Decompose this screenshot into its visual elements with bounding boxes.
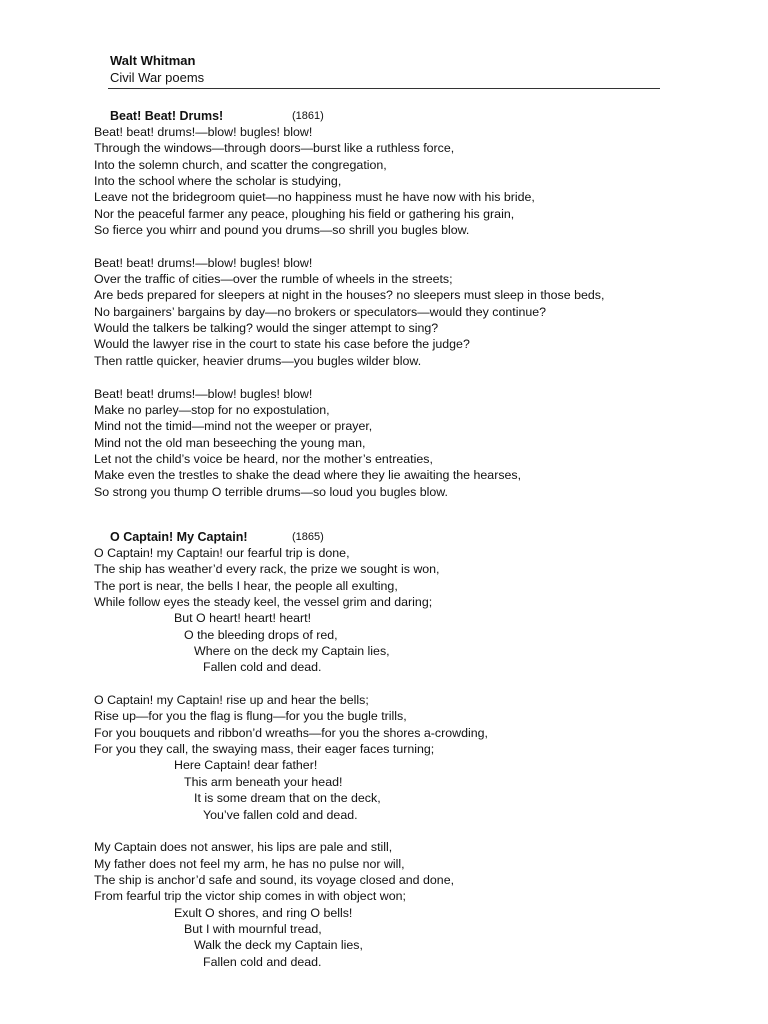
poem-line: Beat! beat! drums!—blow! bugles! blow! xyxy=(94,255,313,270)
poem-line: Then rattle quicker, heavier drums—you bugles wilder blow. xyxy=(94,353,422,368)
stanza-gap xyxy=(94,238,694,254)
stanza xyxy=(94,386,694,500)
document-header xyxy=(110,52,660,86)
stanza xyxy=(94,839,694,970)
stanza-gap xyxy=(94,369,694,385)
poem-line: Rise up—for you the flag is flung—for you the bugle trills, xyxy=(94,709,407,724)
poem-line: Walk the deck my Captain lies, xyxy=(194,938,363,953)
poem-line: O the bleeding drops of red, xyxy=(184,627,338,642)
poem-beat-beat-drums xyxy=(94,108,694,500)
poem-line: Where on the deck my Captain lies, xyxy=(194,644,390,659)
poem-line: Mind not the timid—mind not the weeper or prayer, xyxy=(94,419,373,434)
poem-line: While follow eyes the steady keel, the vessel grim and daring; xyxy=(94,595,433,610)
poem-line: This arm beneath your head! xyxy=(184,774,343,789)
poem-line: My Captain does not answer, his lips are pale and still, xyxy=(94,840,393,855)
poem-line: The ship is anchor’d safe and sound, its voyage closed and done, xyxy=(94,872,455,887)
poem-line: Here Captain! dear father! xyxy=(174,758,318,773)
poem-line: Are beds prepared for sleepers at night in the houses? no sleepers must sleep in those beds, xyxy=(94,288,605,303)
poem-line: Into the solemn church, and scatter the congregation, xyxy=(94,157,387,172)
stanza xyxy=(94,692,694,823)
author-name: Walt Whitman xyxy=(110,53,196,68)
poem-line: Through the windows—through doors—burst like a ruthless force, xyxy=(94,141,455,156)
stanza-gap xyxy=(94,823,694,839)
poem-line: Over the traffic of cities—over the rumble of wheels in the streets; xyxy=(94,272,453,287)
poem-line: But I with mournful tread, xyxy=(184,921,322,936)
poem-line: But O heart! heart! heart! xyxy=(174,611,312,626)
poem-line: Would the lawyer rise in the court to state his case before the judge? xyxy=(94,337,470,352)
poem-line: My father does not feel my arm, he has no pulse nor will, xyxy=(94,856,405,871)
poem-line: Fallen cold and dead. xyxy=(203,660,322,675)
poem-body xyxy=(94,545,694,970)
poem-line: O Captain! my Captain! our fearful trip is done, xyxy=(94,546,350,560)
poem-title: Beat! Beat! Drums! xyxy=(110,109,224,123)
stanza xyxy=(94,545,694,676)
poem-line: O Captain! my Captain! rise up and hear the bells; xyxy=(94,693,369,708)
poem-line: Make no parley—stop for no expostulation, xyxy=(94,402,330,417)
poem-line: Into the school where the scholar is studying, xyxy=(94,174,342,189)
poem-body xyxy=(94,124,694,500)
poem-line: The port is near, the bells I hear, the people all exulting, xyxy=(94,578,398,593)
poem-line: Let not the child’s voice be heard, nor the mother’s entreaties, xyxy=(94,451,433,466)
poem-line: Beat! beat! drums!—blow! bugles! blow! xyxy=(94,125,313,139)
poem-line: So fierce you whirr and pound you drums—so shrill you bugles blow. xyxy=(94,223,470,238)
stanza xyxy=(94,255,694,369)
header-divider xyxy=(108,88,660,89)
poem-title: O Captain! My Captain! xyxy=(110,530,248,544)
poem-line: Nor the peaceful farmer any peace, ploughing his field or gathering his grain, xyxy=(94,206,515,221)
poem-line: Beat! beat! drums!—blow! bugles! blow! xyxy=(94,386,313,401)
poem-line: So strong you thump O terrible drums—so loud you bugles blow. xyxy=(94,484,449,499)
poem-line: Leave not the bridegroom quiet—no happiness must he have now with his bride, xyxy=(94,190,535,205)
poem-line: No bargainers’ bargains by day—no brokers or speculators—would they continue? xyxy=(94,304,547,319)
poem-title-row xyxy=(110,529,694,545)
poem-line: Make even the trestles to shake the dead where they lie awaiting the hearses, xyxy=(94,468,522,483)
poem-year: (1865) xyxy=(292,531,324,543)
stanza xyxy=(94,124,694,238)
poem-year: (1861) xyxy=(292,110,324,122)
stanza-gap xyxy=(94,676,694,692)
poem-line: For you bouquets and ribbon’d wreaths—for you the shores a-crowding, xyxy=(94,725,488,740)
poem-line: For you they call, the swaying mass, their eager faces turning; xyxy=(94,742,435,757)
poem-line: It is some dream that on the deck, xyxy=(194,791,381,806)
poem-line: Exult O shores, and ring O bells! xyxy=(174,905,353,920)
poem-line: Would the talkers be talking? would the singer attempt to sing? xyxy=(94,321,439,336)
poem-line: Mind not the old man beseeching the young man, xyxy=(94,435,366,450)
poem-o-captain-my-captain xyxy=(94,529,694,970)
poem-title-row xyxy=(110,108,694,124)
document-subtitle: Civil War poems xyxy=(110,70,205,85)
poem-line: You’ve fallen cold and dead. xyxy=(203,807,358,822)
poem-line: Fallen cold and dead. xyxy=(203,954,322,969)
poem-line: From fearful trip the victor ship comes in with object won; xyxy=(94,889,406,904)
poem-line: The ship has weather’d every rack, the prize we sought is won, xyxy=(94,562,440,577)
